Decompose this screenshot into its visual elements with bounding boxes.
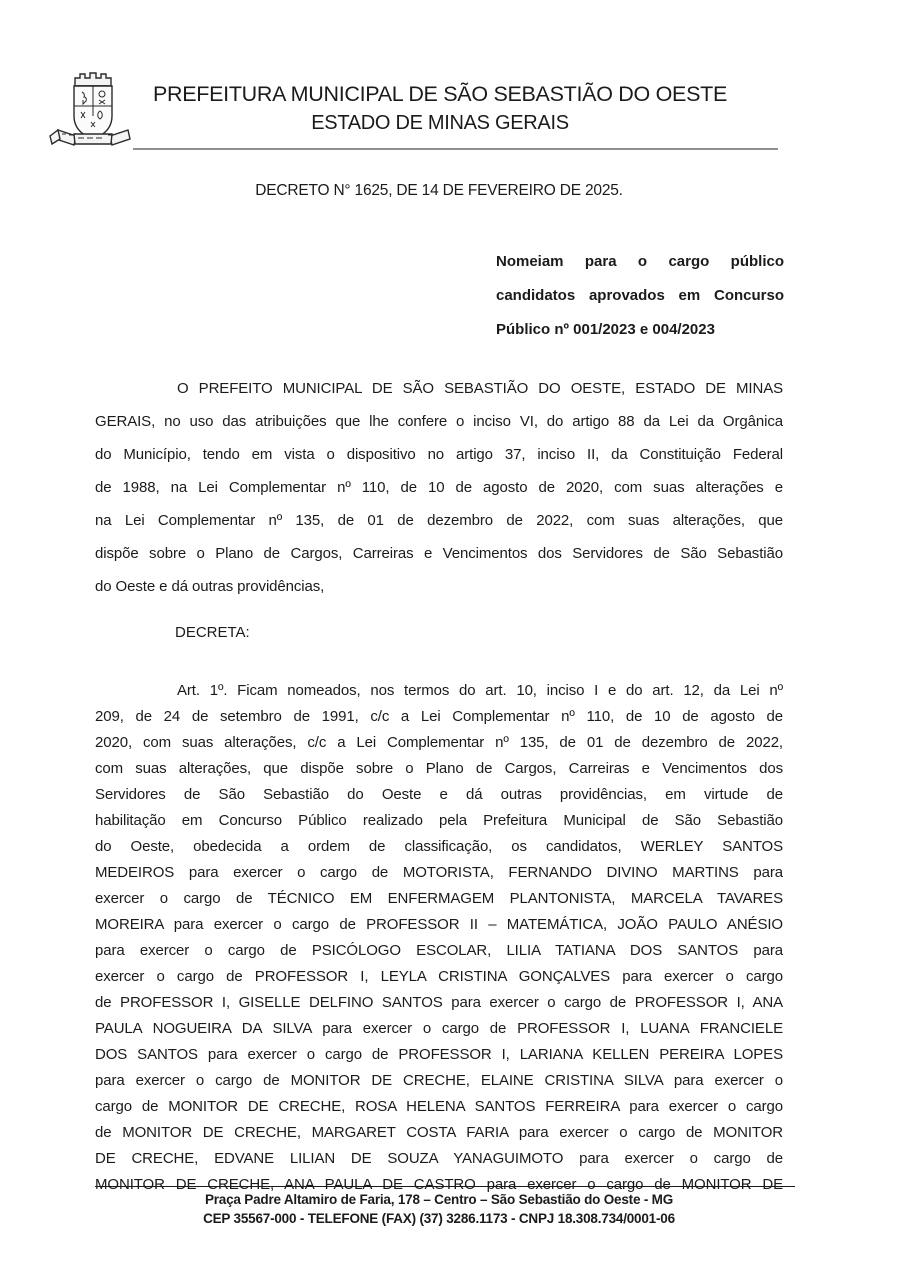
article-1-line: MONITOR DE CRECHE, ANA PAULA DE CASTRO para exercer o cargo de MONITOR DE xyxy=(95,1176,783,1193)
header-title-line1: PREFEITURA MUNICIPAL DE SÃO SEBASTIÃO DO OESTE xyxy=(153,82,727,106)
preamble-line: de 1988, na Lei Complementar nº 110, de 10 de agosto de 2020, com suas alterações e xyxy=(95,479,783,496)
epigraph-line: Nomeiam para o cargo público xyxy=(496,253,784,270)
epigraph-line: Público nº 001/2023 e 004/2023 xyxy=(496,321,715,338)
decree-epigraph xyxy=(496,245,784,347)
preamble-paragraph xyxy=(95,372,783,603)
header-divider-rule xyxy=(133,148,778,150)
article-1-line: exercer o cargo de PROFESSOR I, LEYLA CRISTINA GONÇALVES para exercer o cargo xyxy=(95,968,783,985)
preamble-line: do Município, tendo em vista o dispositivo no artigo 37, inciso II, da Constituição Federal xyxy=(95,446,783,463)
article-1-line: do Oeste, obedecida a ordem de classificação, os candidatos, WERLEY SANTOS xyxy=(95,838,783,855)
article-1-line: para exercer o cargo de PSICÓLOGO ESCOLAR, LILIA TATIANA DOS SANTOS para xyxy=(95,942,783,959)
article-1-line: exercer o cargo de TÉCNICO EM ENFERMAGEM PLANTONISTA, MARCELA TAVARES xyxy=(95,890,783,907)
article-1-line: de MONITOR DE CRECHE, MARGARET COSTA FARIA para exercer o cargo de MONITOR xyxy=(95,1124,783,1141)
article-1-line: 209, de 24 de setembro de 1991, c/c a Lei Complementar nº 110, de 10 de agosto de xyxy=(95,708,783,725)
footer-divider-rule xyxy=(95,1186,795,1187)
preamble-line: na Lei Complementar nº 135, de 01 de dezembro de 2022, com suas alterações, que xyxy=(95,512,783,529)
epigraph-line: candidatos aprovados em Concurso xyxy=(496,287,784,304)
article-1-line: 2020, com suas alterações, c/c a Lei Complementar nº 135, de 01 de dezembro de 2022, xyxy=(95,734,783,751)
article-1-line: DOS SANTOS para exercer o cargo de PROFESSOR I, LARIANA KELLEN PEREIRA LOPES xyxy=(95,1046,783,1063)
article-1-line: com suas alterações, que dispõe sobre o Plano de Cargos, Carreiras e Vencimentos dos xyxy=(95,760,783,777)
article-1-line: Servidores de São Sebastião do Oeste e dá outras providências, em virtude de xyxy=(95,786,783,803)
article-1-line: MOREIRA para exercer o cargo de PROFESSOR II – MATEMÁTICA, JOÃO PAULO ANÉSIO xyxy=(95,916,783,933)
preamble-line: O PREFEITO MUNICIPAL DE SÃO SEBASTIÃO DO OESTE, ESTADO DE MINAS xyxy=(177,380,783,397)
footer-address: Praça Padre Altamiro de Faria, 178 – Centro – São Sebastião do Oeste - MG xyxy=(204,1192,674,1207)
article-1-line: DE CRECHE, EDVANE LILIAN DE SOUZA YANAGUIMOTO para exercer o cargo de xyxy=(95,1150,783,1167)
article-1-line: habilitação em Concurso Público realizado pela Prefeitura Municipal de São Sebastião xyxy=(95,812,783,829)
decree-title: DECRETO N° 1625, DE 14 DE FEVEREIRO DE 2025. xyxy=(255,182,623,199)
document-header xyxy=(95,80,785,138)
preamble-line: GERAIS, no uso das atribuições que lhe confere o inciso VI, do artigo 88 da Lei da Orgânica xyxy=(95,413,783,430)
header-title-line2: ESTADO DE MINAS GERAIS xyxy=(311,112,569,134)
article-1-line: PAULA NOGUEIRA DA SILVA para exercer o cargo de PROFESSOR I, LUANA FRANCIELE xyxy=(95,1020,783,1037)
article-1-line: de PROFESSOR I, GISELLE DELFINO SANTOS para exercer o cargo de PROFESSOR I, ANA xyxy=(95,994,783,1011)
preamble-line: dispõe sobre o Plano de Cargos, Carreiras e Vencimentos dos Servidores de São Sebastião xyxy=(95,545,783,562)
article-1-line: Art. 1º. Ficam nomeados, nos termos do art. 10, inciso I e do art. 12, da Lei nº xyxy=(177,682,783,699)
decreta-label: DECRETA: xyxy=(175,624,250,641)
article-1-line: para exercer o cargo de MONITOR DE CRECHE, ELAINE CRISTINA SILVA para exercer o xyxy=(95,1072,783,1089)
preamble-line: do Oeste e dá outras providências, xyxy=(95,578,325,595)
document-footer xyxy=(95,1190,783,1228)
article-1-line: MEDEIROS para exercer o cargo de MOTORISTA, FERNANDO DIVINO MARTINS para xyxy=(95,864,783,881)
article-1-paragraph xyxy=(95,678,783,1198)
article-1-line: cargo de MONITOR DE CRECHE, ROSA HELENA SANTOS FERREIRA para exercer o cargo xyxy=(95,1098,783,1115)
footer-contact: CEP 35567-000 - TELEFONE (FAX) (37) 3286.1173 - CNPJ 18.308.734/0001-06 xyxy=(203,1211,675,1226)
